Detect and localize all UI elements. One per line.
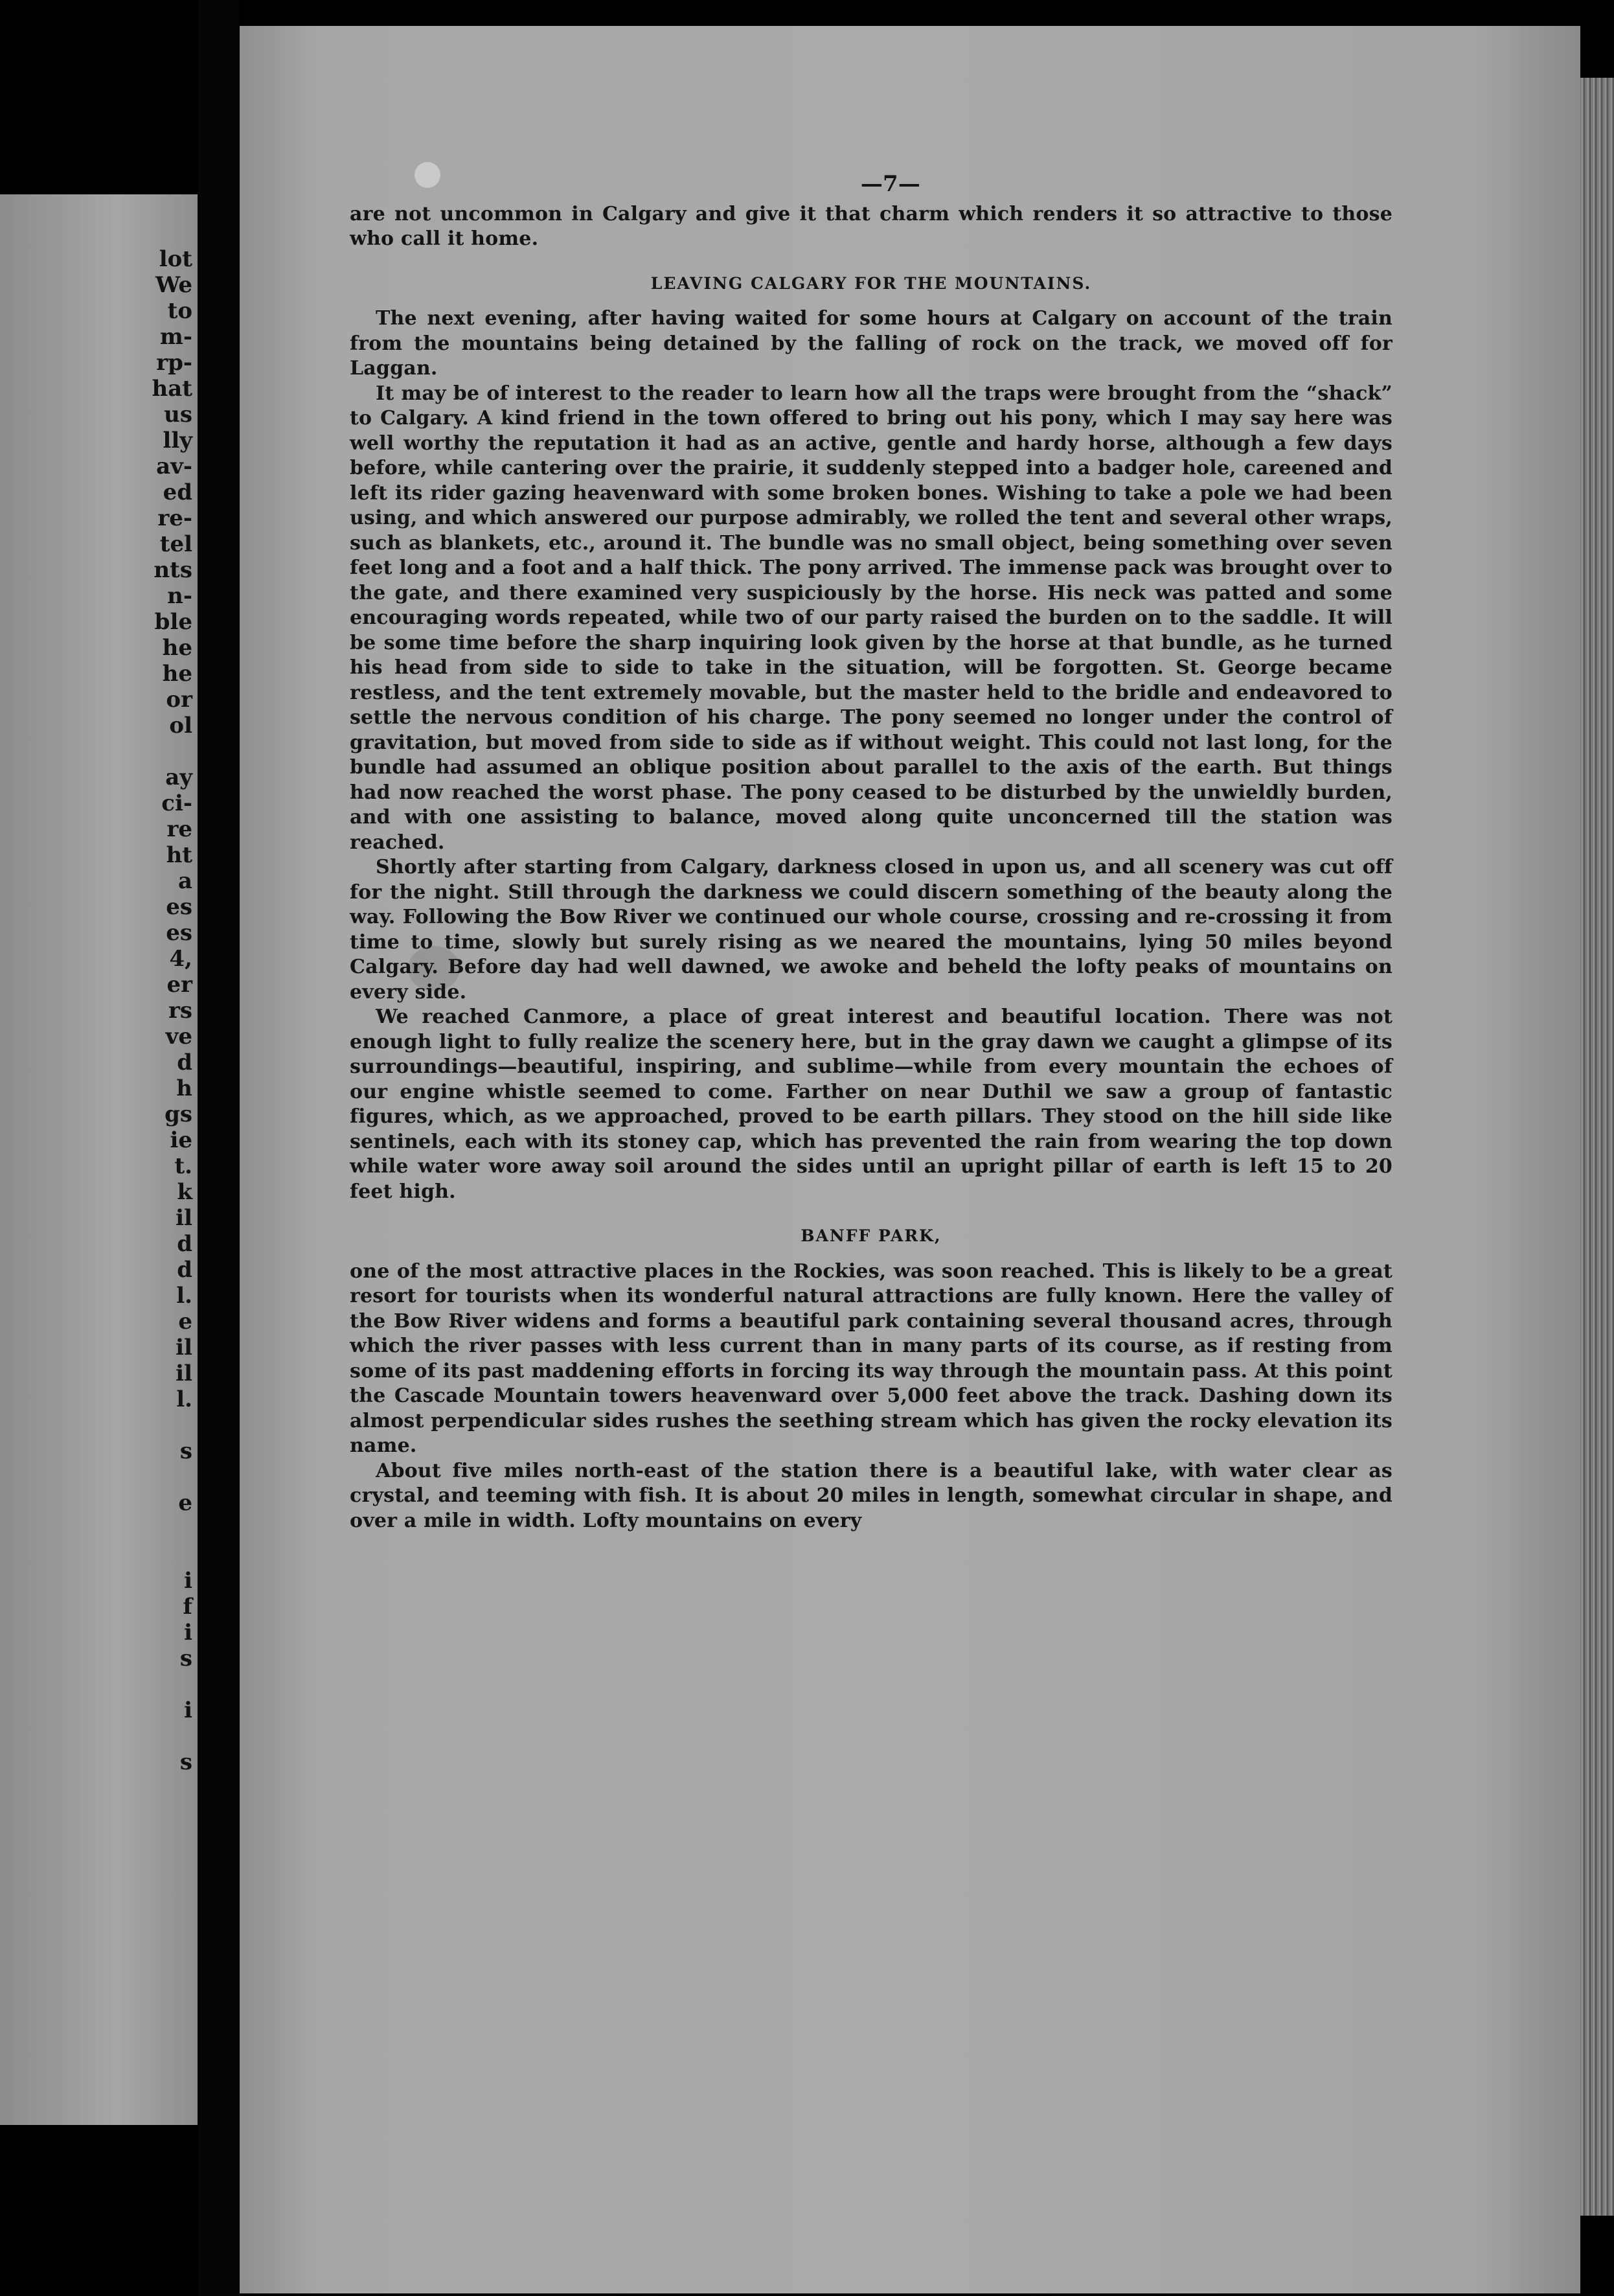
left-page-line-fragment: nts	[153, 557, 192, 583]
left-page-line-fragment: e	[178, 1490, 192, 1516]
left-page-line-fragment: k	[177, 1179, 192, 1205]
left-page-line-fragment: ci-	[161, 790, 192, 816]
section-heading-leaving-calgary: LEAVING CALGARY FOR THE MOUNTAINS.	[650, 273, 1092, 293]
left-page-line-fragment: t.	[174, 1153, 192, 1179]
left-page-line-fragment: h	[176, 1075, 192, 1101]
left-page-line-fragment: 4,	[169, 946, 192, 972]
paragraph: We reached Canmore, a place of great interest and beautiful location. There was not enough light to fully realize the scenery here, but in the gray dawn we caught a glimpse of its surroundings—beautiful, inspiring, and sublime—while from every mountain the echoes of our engine whistle seemed to come. Farther on near Duthil we saw a group of fantastic figures, which, as we approached, proved to be earth pillars. They stood on the hill side like sentinels, each with its stoney cap, which has prevented the rain from wearing the top down while water wore away soil around the sides until an upright pillar of earth is left 15 to 20 feet high.	[350, 1005, 1392, 1203]
left-page-line-fragment: or	[166, 687, 192, 713]
left-page-line-fragment: m-	[159, 324, 192, 350]
left-page-line-fragment: il	[176, 1360, 192, 1386]
left-page-line-fragment: s	[179, 1749, 192, 1775]
paragraph: Shortly after starting from Calgary, darkness closed in upon us, and all scenery was cut off for the night. Still through the darkness we could discern something of the beauty along the way. Following the Bow River we continued our whole course, crossing and re-crossing it from time to time, slowly but surely rising as we neared the mountains, lying 50 miles beyond Calgary. Before day had well dawned, we awoke and beheld the lofty peaks of mountains on every side.	[350, 856, 1392, 1004]
page-text-column	[350, 172, 1392, 1533]
opening-paragraph: are not uncommon in Calgary and give it that charm which renders it so attractive to those who call it home.	[350, 202, 1392, 250]
left-page-line-fragment	[152, 1412, 192, 1438]
left-page-line-fragment	[152, 1464, 192, 1490]
left-page-line-fragment: ble	[154, 609, 192, 635]
left-page-line-fragment: gs	[165, 1101, 192, 1127]
left-page-line-fragment: av-	[156, 453, 192, 479]
left-page-line-fragment	[152, 739, 192, 764]
left-page-line-fragment: ie	[170, 1127, 192, 1153]
page-number: —7—	[860, 171, 921, 197]
left-page-line-fragment	[152, 1723, 192, 1749]
left-page-line-fragment: ve	[165, 1024, 192, 1050]
left-page-line-fragment: We	[155, 272, 192, 298]
page-stack-edge	[1580, 78, 1614, 2216]
left-page-line-fragment: s	[179, 1646, 192, 1671]
left-page-line-fragment: l.	[176, 1283, 192, 1309]
left-page-line-fragment: d	[177, 1050, 192, 1075]
left-page-line-fragment: re-	[157, 505, 192, 531]
left-page-line-fragment: he	[162, 661, 192, 687]
left-page-line-fragment: ht	[166, 842, 192, 868]
left-page-line-fragment: es	[166, 894, 192, 920]
left-page-line-fragment: rs	[168, 998, 192, 1024]
left-page-line-fragment: i	[184, 1568, 192, 1594]
left-page-line-fragment: a	[177, 868, 192, 894]
left-page-line-fragment: rp-	[156, 350, 192, 376]
left-page-line-fragment: lly	[163, 428, 192, 453]
paragraph: It may be of interest to the reader to learn how all the traps were brought from the “shack” to Calgary. A kind friend in the town offered to bring out his pony, which I may say here was well worthy the reputation it had as an active, gentle and hardy horse, although a few days before, while cantering over the prairie, it suddenly stepped into a badger hole, careened and left its rider gazing heavenward with some broken bones. Wishing to take a pole we had been using, and which answered our purpose admirably, we rolled the tent and several other wraps, such as blankets, etc., around it. The bundle was no small object, being something over seven feet long and a foot and a half thick. The pony arrived. The immense pack was brought over to the gate, and there examined very suspiciously by the horse. His neck was patted and some encouraging words repeated, while two of our party raised the burden on to the saddle. It will be some time before the sharp inquiring look given by the horse at that bundle, as he turned his head from side to side to take in the situation, will be forgotten. St. George became restless, and the tent extremely movable, but the master held to the bridle and endeavored to settle the nervous condition of his charge. The pony seemed no longer under the control of gravitation, but moved from side to side as if without weight. This could not last long, for the bundle had assumed an oblique position about parallel to the axis of the earth. But things had now reached the worst phase. The pony ceased to be disturbed by the unwieldly burden, and with one assisting to balance, moved along quite unconcerned till the station was reached.	[350, 382, 1392, 854]
left-page-line-fragment: f	[183, 1594, 192, 1620]
left-page-line-fragment: e	[178, 1309, 192, 1335]
left-page-line-fragment: i	[184, 1697, 192, 1723]
left-page-line-fragment: d	[177, 1257, 192, 1283]
left-page-line-fragment	[152, 1671, 192, 1697]
paragraph: The next evening, after having waited for some hours at Calgary on account of the train from the mountains being detained by the falling of rock on the track, we moved off for Laggan.	[350, 307, 1392, 380]
left-page-line-fragment: il	[176, 1205, 192, 1231]
section-heading-banff-park: BANFF PARK,	[801, 1226, 942, 1245]
left-page-line-fragment	[152, 1542, 192, 1568]
left-page-line-fragment: il	[176, 1335, 192, 1360]
left-page-line-fragment	[152, 1516, 192, 1542]
left-page-edge	[0, 194, 198, 2125]
left-page-line-fragment: re	[166, 816, 192, 842]
left-page-line-fragment: d	[177, 1231, 192, 1257]
left-page-line-fragment: he	[162, 635, 192, 661]
left-page-line-fragment: er	[166, 972, 192, 998]
left-page-text-fragments	[152, 246, 192, 1775]
left-page-line-fragment: hat	[152, 376, 192, 402]
paragraph: one of the most attractive places in the Rockies, was soon reached. This is likely to be a great resort for tourists when its wonderful natural attractions are fully known. Here the valley of the Bow River widens and forms a beautiful park containing several thousand acres, through which the river passes with less current than in many parts of its course, as if resting from some of its past maddening efforts in forcing its way through the mountain pass. At this point the Cascade Mountain towers heavenward over 5,000 feet above the track. Dashing down its almost perpendicular sides rushes the seething stream which has given the rocky elevation its name.	[350, 1259, 1392, 1457]
left-page-line-fragment: l.	[176, 1386, 192, 1412]
left-page-line-fragment: us	[164, 402, 192, 428]
left-page-line-fragment: lot	[159, 246, 192, 272]
book-gutter	[198, 0, 240, 2296]
left-page-line-fragment: ed	[163, 479, 192, 505]
left-page-line-fragment: ay	[165, 764, 192, 790]
left-page-line-fragment: n-	[167, 583, 192, 609]
left-page-line-fragment: to	[167, 298, 192, 324]
paragraph: About five miles north-east of the station there is a beautiful lake, with water clear as crystal, and teeming with fish. It is about 20 miles in length, somewhat circular in shape, and over a mile in width. Lofty mountains on every	[350, 1459, 1392, 1532]
left-page-line-fragment: s	[179, 1438, 192, 1464]
left-page-line-fragment: tel	[159, 531, 192, 557]
left-page-line-fragment: es	[166, 920, 192, 946]
left-page-line-fragment: i	[184, 1620, 192, 1646]
left-page-line-fragment: ol	[169, 713, 192, 739]
